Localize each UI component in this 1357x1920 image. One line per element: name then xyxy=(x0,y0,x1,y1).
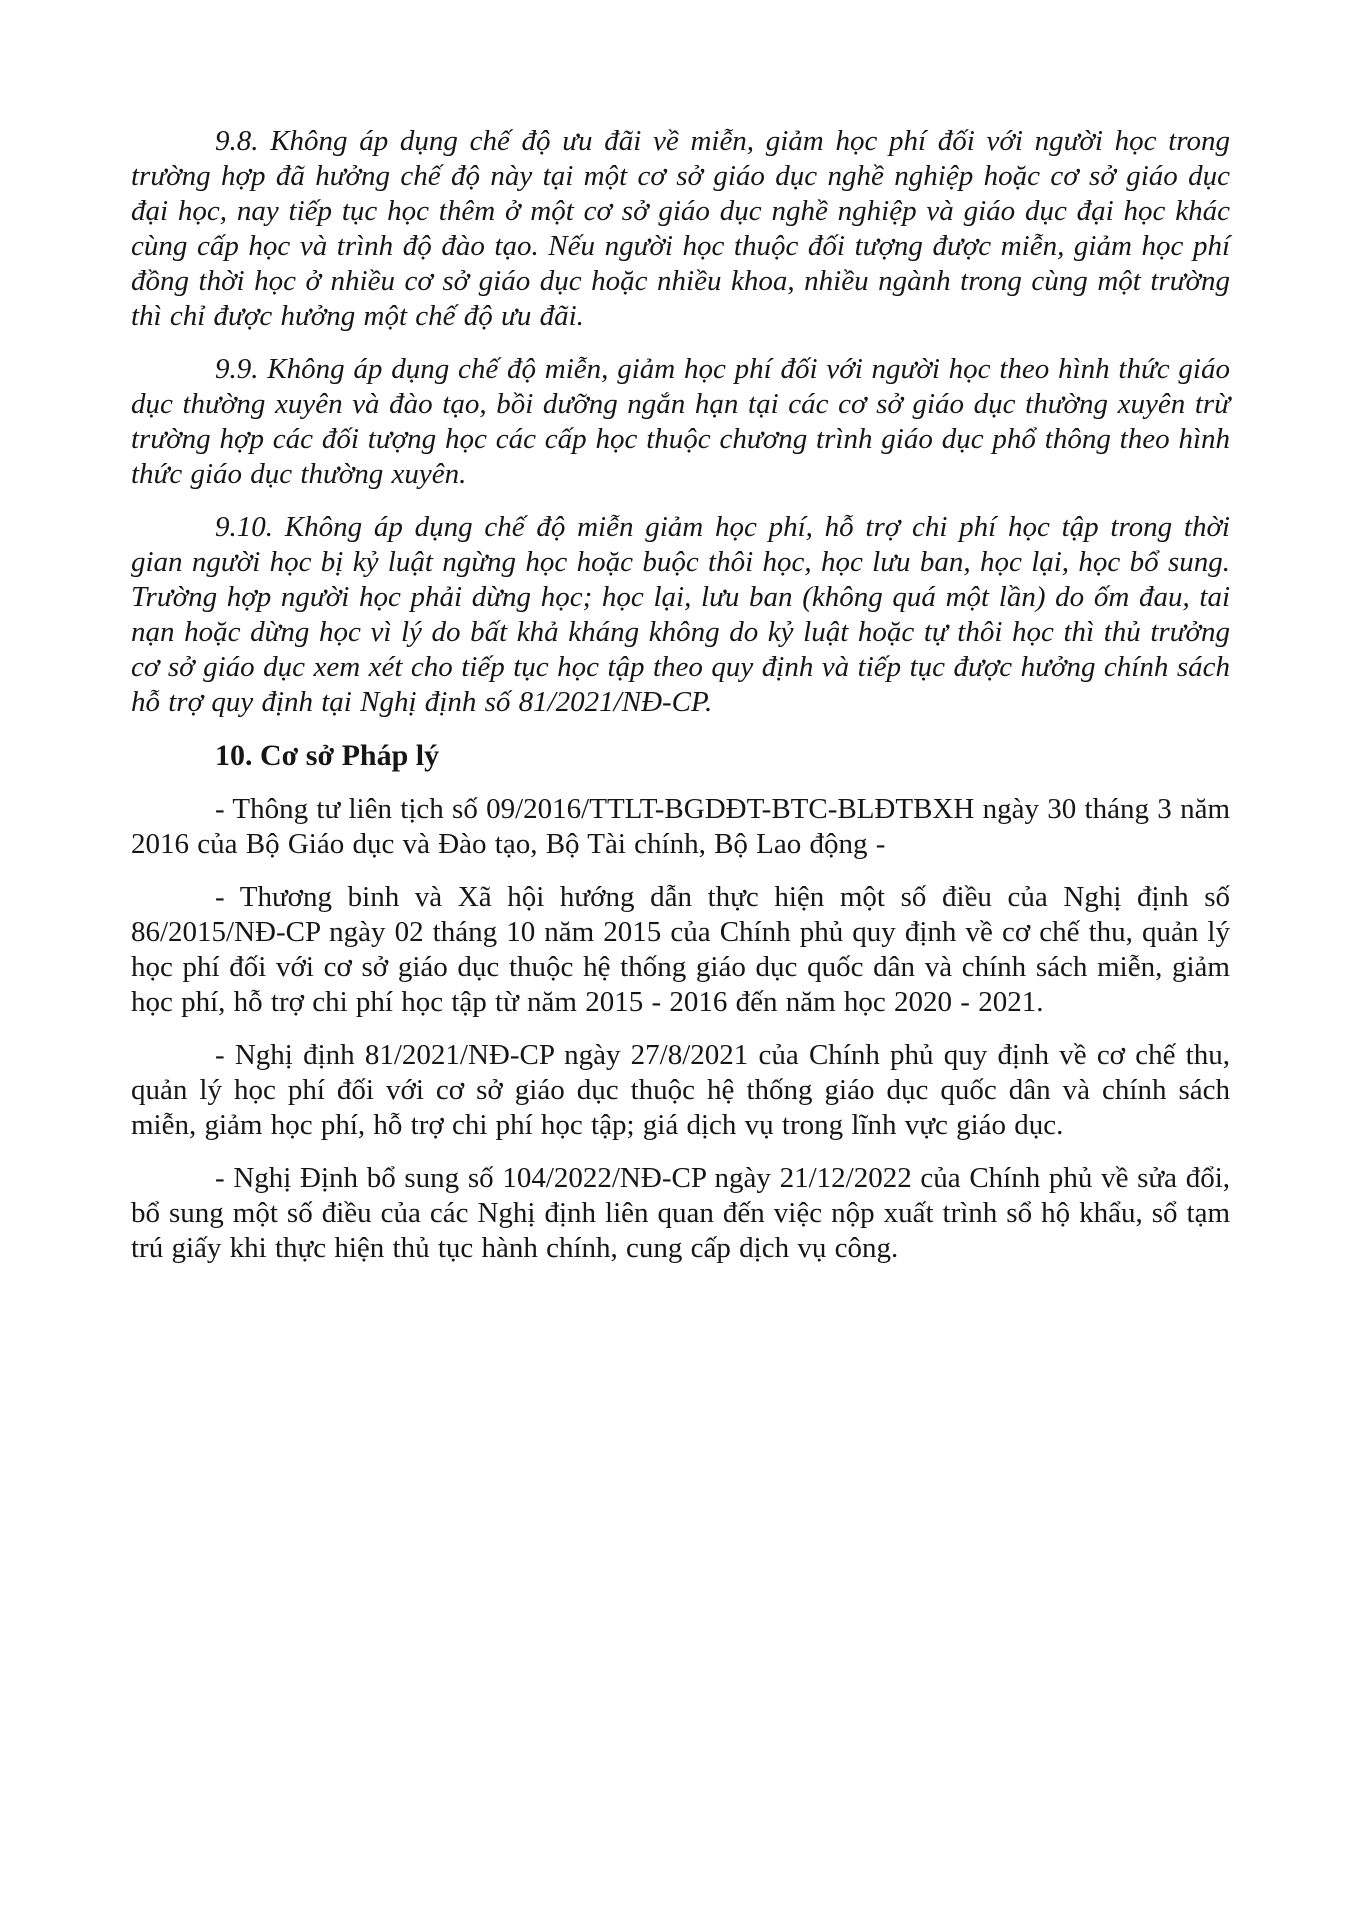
section-9-exclusions xyxy=(131,124,1230,720)
legal-paragraph-decree-104-2022: - Nghị Định bổ sung số 104/2022/NĐ-CP ngày 21/12/2022 của Chính phủ về sửa đổi, bổ sung một số điều của các Nghị định liên quan đến việc nộp xuất trình sổ hộ khẩu, sổ tạm trú giấy khi thực hiện thủ tục hành chính, cung cấp dịch vụ công. xyxy=(131,1162,1230,1264)
legal-paragraph-circular-09-2016: - Thông tư liên tịch số 09/2016/TTLT-BGDĐT-BTC-BLĐTBXH ngày 30 tháng 3 năm 2016 của Bộ Giáo dục và Đào tạo, Bộ Tài chính, Bộ Lao động - xyxy=(131,793,1230,860)
paragraph-9-8: 9.8. Không áp dụng chế độ ưu đãi về miễn, giảm học phí đối với người học trong trường hợp đã hưởng chế độ này tại một cơ sở giáo dục nghề nghiệp hoặc cơ sở giáo dục đại học, nay tiếp tục học thêm ở một cơ sở giáo dục nghề nghiệp và giáo dục đại học khác cùng cấp học và trình độ đào tạo. Nếu người học thuộc đối tượng được miễn, giảm học phí đồng thời học ở nhiều cơ sở giáo dục hoặc nhiều khoa, nhiều ngành trong cùng một trường thì chỉ được hưởng một chế độ ưu đãi. xyxy=(131,125,1230,332)
paragraph-9-9: 9.9. Không áp dụng chế độ miễn, giảm học phí đối với người học theo hình thức giáo dục thường xuyên và đào tạo, bồi dưỡng ngắn hạn tại các cơ sở giáo dục thường xuyên trừ trường hợp các đối tượng học các cấp học thuộc chương trình giáo dục phổ thông theo hình thức giáo dục thường xuyên. xyxy=(131,353,1230,490)
section-10-heading: 10. Cơ sở Pháp lý xyxy=(215,739,440,772)
paragraph-9-10: 9.10. Không áp dụng chế độ miễn giảm học phí, hỗ trợ chi phí học tập trong thời gian người học bị kỷ luật ngừng học hoặc buộc thôi học, học lưu ban, học lại, học bổ sung. Trường hợp người học phải dừng học; học lại, lưu ban (không quá một lần) do ốm đau, tai nạn hoặc dừng học vì lý do bất khả kháng không do kỷ luật hoặc tự thôi học thì thủ trưởng cơ sở giáo dục xem xét cho tiếp tục học tập theo quy định và tiếp tục được hưởng chính sách hỗ trợ quy định tại Nghị định số 81/2021/NĐ-CP. xyxy=(131,511,1230,718)
section-10-legal-basis xyxy=(131,792,1230,1266)
legal-paragraph-decree-86-2015: - Thương binh và Xã hội hướng dẫn thực hiện một số điều của Nghị định số 86/2015/NĐ-CP ngày 02 tháng 10 năm 2015 của Chính phủ quy định về cơ chế thu, quản lý học phí đối với cơ sở giáo dục thuộc hệ thống giáo dục quốc dân và chính sách miễn, giảm học phí, hỗ trợ chi phí học tập từ năm 2015 - 2016 đến năm học 2020 - 2021. xyxy=(131,881,1230,1018)
legal-paragraph-decree-81-2021: - Nghị định 81/2021/NĐ-CP ngày 27/8/2021 của Chính phủ quy định về cơ chế thu, quản lý học phí đối với cơ sở giáo dục thuộc hệ thống giáo dục quốc dân và chính sách miễn, giảm học phí, hỗ trợ chi phí học tập; giá dịch vụ trong lĩnh vực giáo dục. xyxy=(131,1039,1230,1141)
